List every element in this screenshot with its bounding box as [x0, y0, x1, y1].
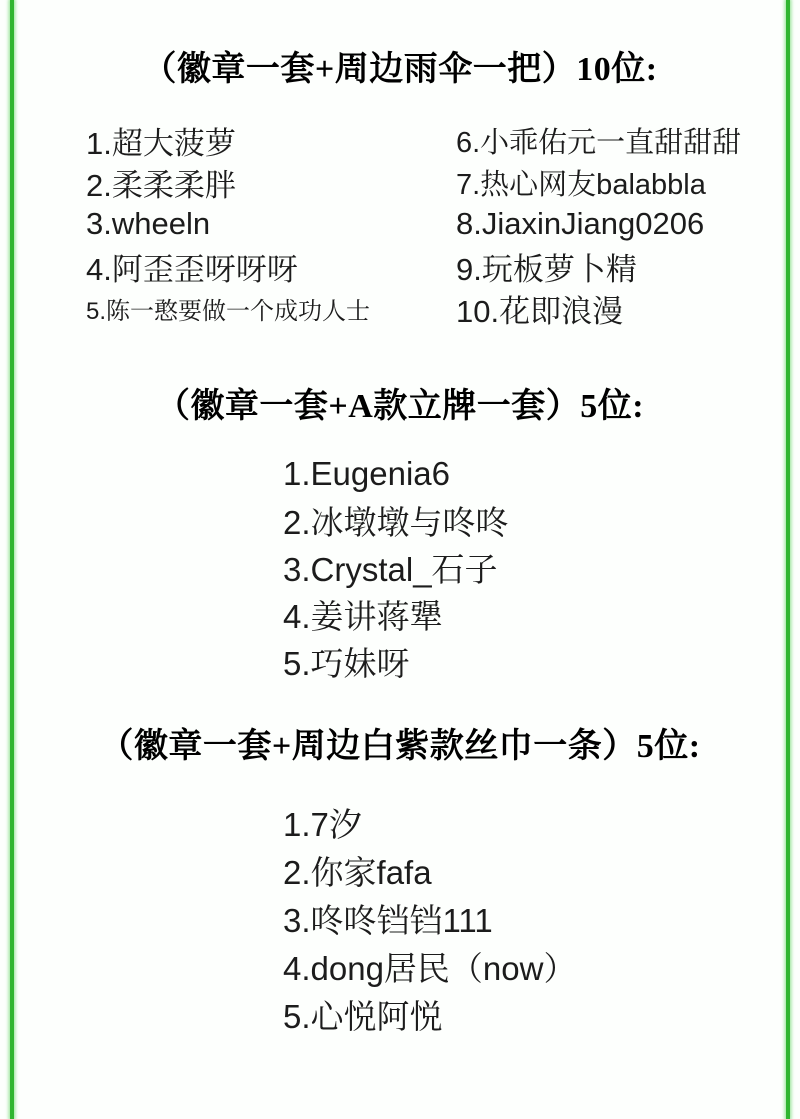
winner-item: 4.姜讲蒋犟: [283, 598, 443, 636]
winner-item: 4.阿歪歪呀呀呀: [86, 251, 298, 287]
winner-item: 8.JiaxinJiang0206: [456, 206, 705, 242]
winner-item: 3.wheeln: [86, 206, 211, 242]
section-3-winner-list: [283, 798, 800, 1038]
section-1-winner-list: [0, 119, 800, 329]
winner-item: 3.咚咚铛铛111: [283, 901, 493, 939]
section-1-heading: （徽章一套+周边雨伞一把）10位:: [142, 51, 658, 88]
winner-item: 2.你家fafa: [283, 853, 432, 891]
section-1-column-right: [456, 119, 800, 329]
winner-item: 7.热心网友balabbla: [456, 168, 706, 201]
winner-item: 5.巧妹呀: [283, 645, 410, 683]
winner-item: 10.花即浪漫: [456, 293, 624, 329]
winner-item: 3.Crystal_石子: [283, 551, 498, 589]
section-1-column-left: [86, 119, 456, 329]
winner-item: 5.陈一憨要做一个成功人士: [86, 297, 371, 325]
winner-item: 5.心悦阿悦: [283, 997, 443, 1035]
winner-item: 1.7汐: [283, 805, 362, 843]
section-3-heading: （徽章一套+周边白紫款丝巾一条）5位:: [99, 728, 701, 766]
winner-item: 2.冰墩墩与咚咚: [283, 504, 509, 542]
section-2-winner-list: [283, 450, 800, 685]
section-2-heading: （徽章一套+A款立牌一套）5位:: [155, 388, 645, 426]
winner-item: 1.Eugenia6: [283, 454, 450, 492]
winner-item: 9.玩板萝卜精: [456, 251, 637, 287]
winner-item: 6.小乖佑元一直甜甜甜: [456, 126, 742, 159]
winner-item: 4.dong居民（now）: [283, 949, 577, 987]
winner-item: 2.柔柔柔胖: [86, 167, 236, 203]
winner-item: 1.超大菠萝: [86, 125, 236, 161]
